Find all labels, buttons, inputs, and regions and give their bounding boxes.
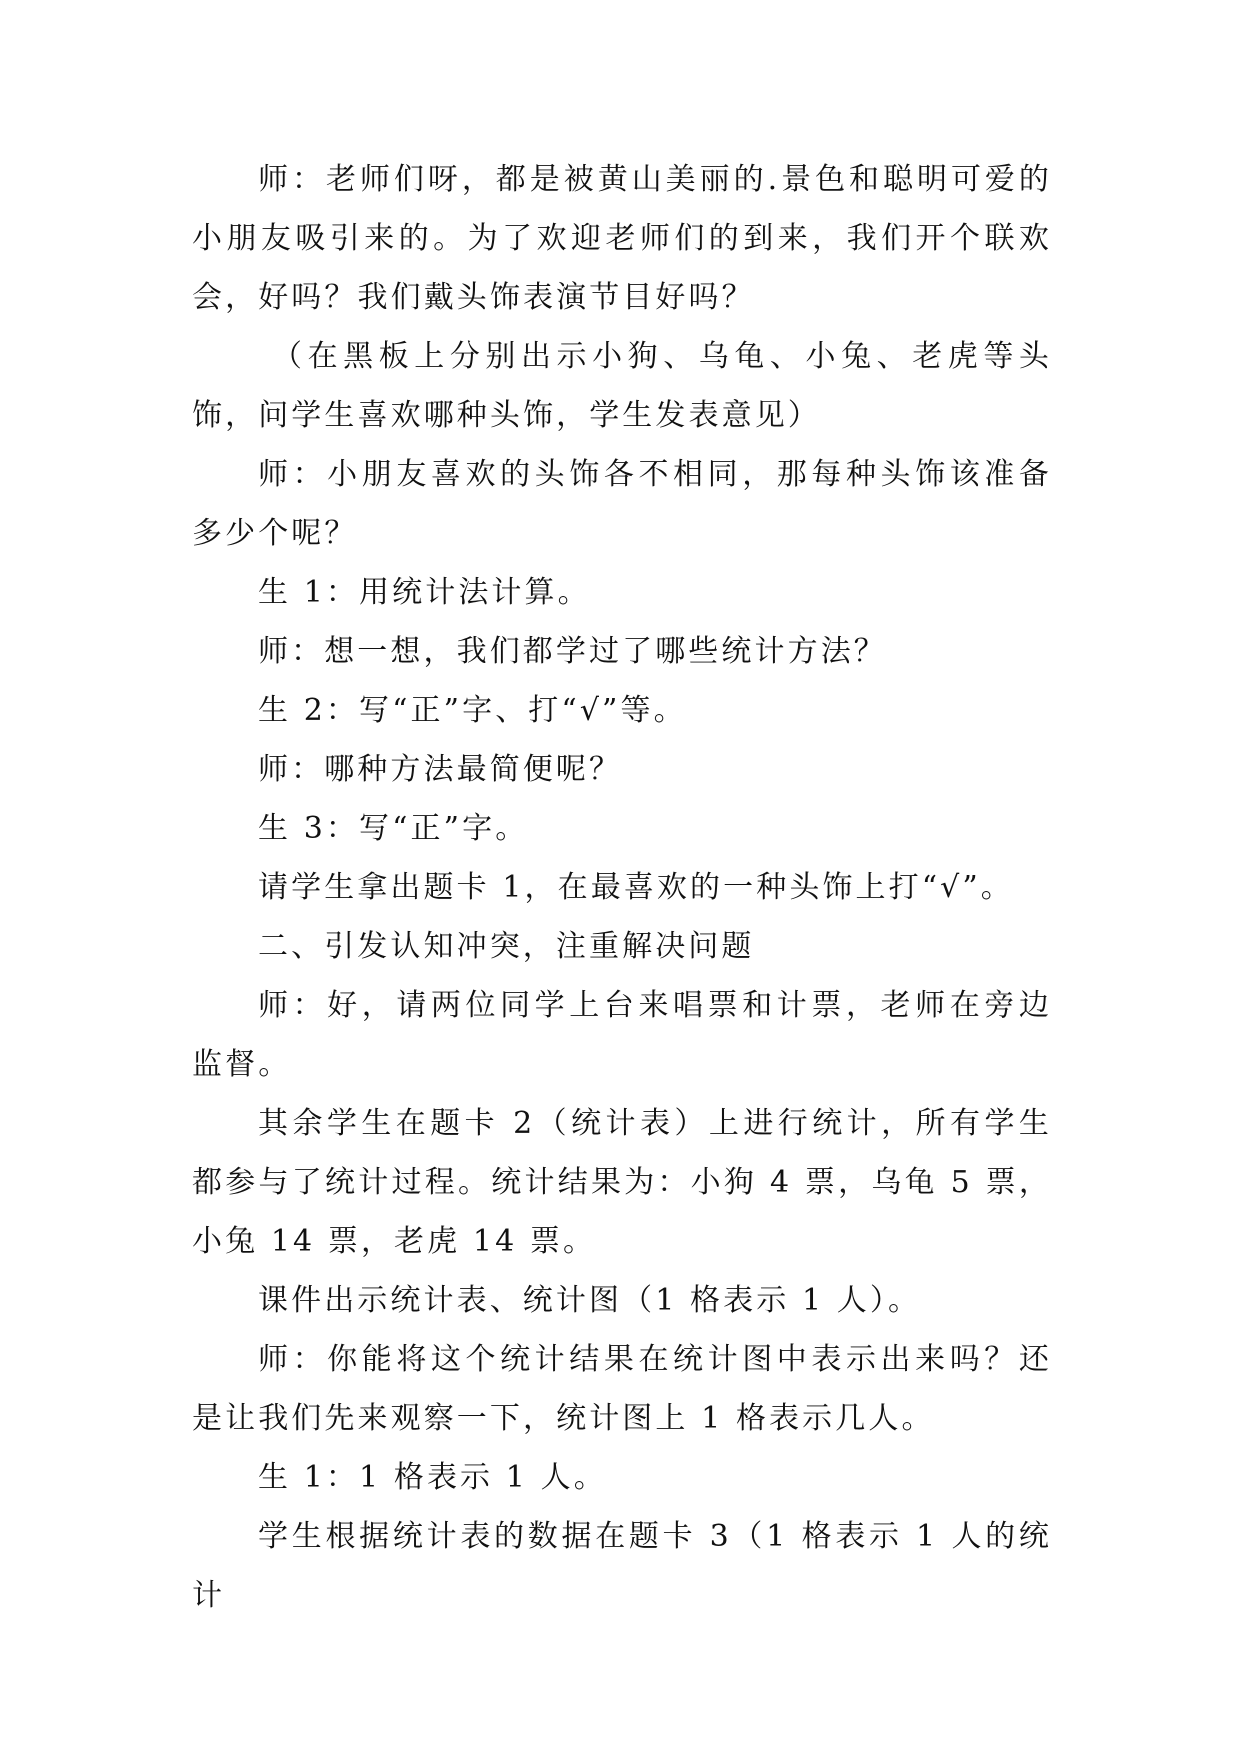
document-body <box>192 150 1052 1625</box>
paragraph-vote-results: 其余学生在题卡 2（统计表）上进行统计，所有学生都参与了统计过程。统计结果为：小狗 4 票，乌龟 5 票，小兔 14 票，老虎 14 票。 <box>192 1106 1052 1259</box>
section-heading: 二、引发认知冲突，注重解决问题 <box>258 929 755 964</box>
paragraph-teacher-simplest: 师：哪种方法最简便呢？ <box>258 752 623 787</box>
paragraph-teacher-chart: 师：你能将这个统计结果在统计图中表示出来吗？还是让我们先来观察一下，统计图上 1 格表示几人。 <box>192 1342 1052 1436</box>
paragraph-card3-instruction: 学生根据统计表的数据在题卡 3（1 格表示 1 人的统计 <box>192 1519 1052 1613</box>
paragraph-courseware: 课件出示统计表、统计图（1 格表示 1 人）。 <box>258 1283 922 1318</box>
paragraph-student1-answer: 生 1：用统计法计算。 <box>258 575 591 610</box>
paragraph-teacher-question: 师：小朋友喜欢的头饰各不相同，那每种头饰该准备多少个呢？ <box>192 457 1052 551</box>
paragraph-teacher-welcome: 师：老师们呀，都是被黄山美丽的.景色和聪明可爱的小朋友吸引来的。为了欢迎老师们的到来，我们开个联欢会，好吗？我们戴头饰表演节目好吗？ <box>192 162 1052 315</box>
paragraph-headwear-note: （在黑板上分别出示小狗、乌龟、小兔、老虎等头饰，问学生喜欢哪种头饰，学生发表意见） <box>192 339 1052 433</box>
paragraph-student2-answer: 生 2：写“正”字、打“√”等。 <box>258 693 687 728</box>
paragraph-teacher-methods: 师：想一想，我们都学过了哪些统计方法？ <box>258 634 887 669</box>
paragraph-student3-answer: 生 3：写“正”字。 <box>258 811 529 846</box>
paragraph-card1-instruction: 请学生拿出题卡 1，在最喜欢的一种头饰上打“√”。 <box>258 870 1014 905</box>
paragraph-student1-chart-answer: 生 1：1 格表示 1 人。 <box>258 1460 607 1495</box>
paragraph-teacher-vote: 师：好，请两位同学上台来唱票和计票，老师在旁边监督。 <box>192 988 1052 1082</box>
